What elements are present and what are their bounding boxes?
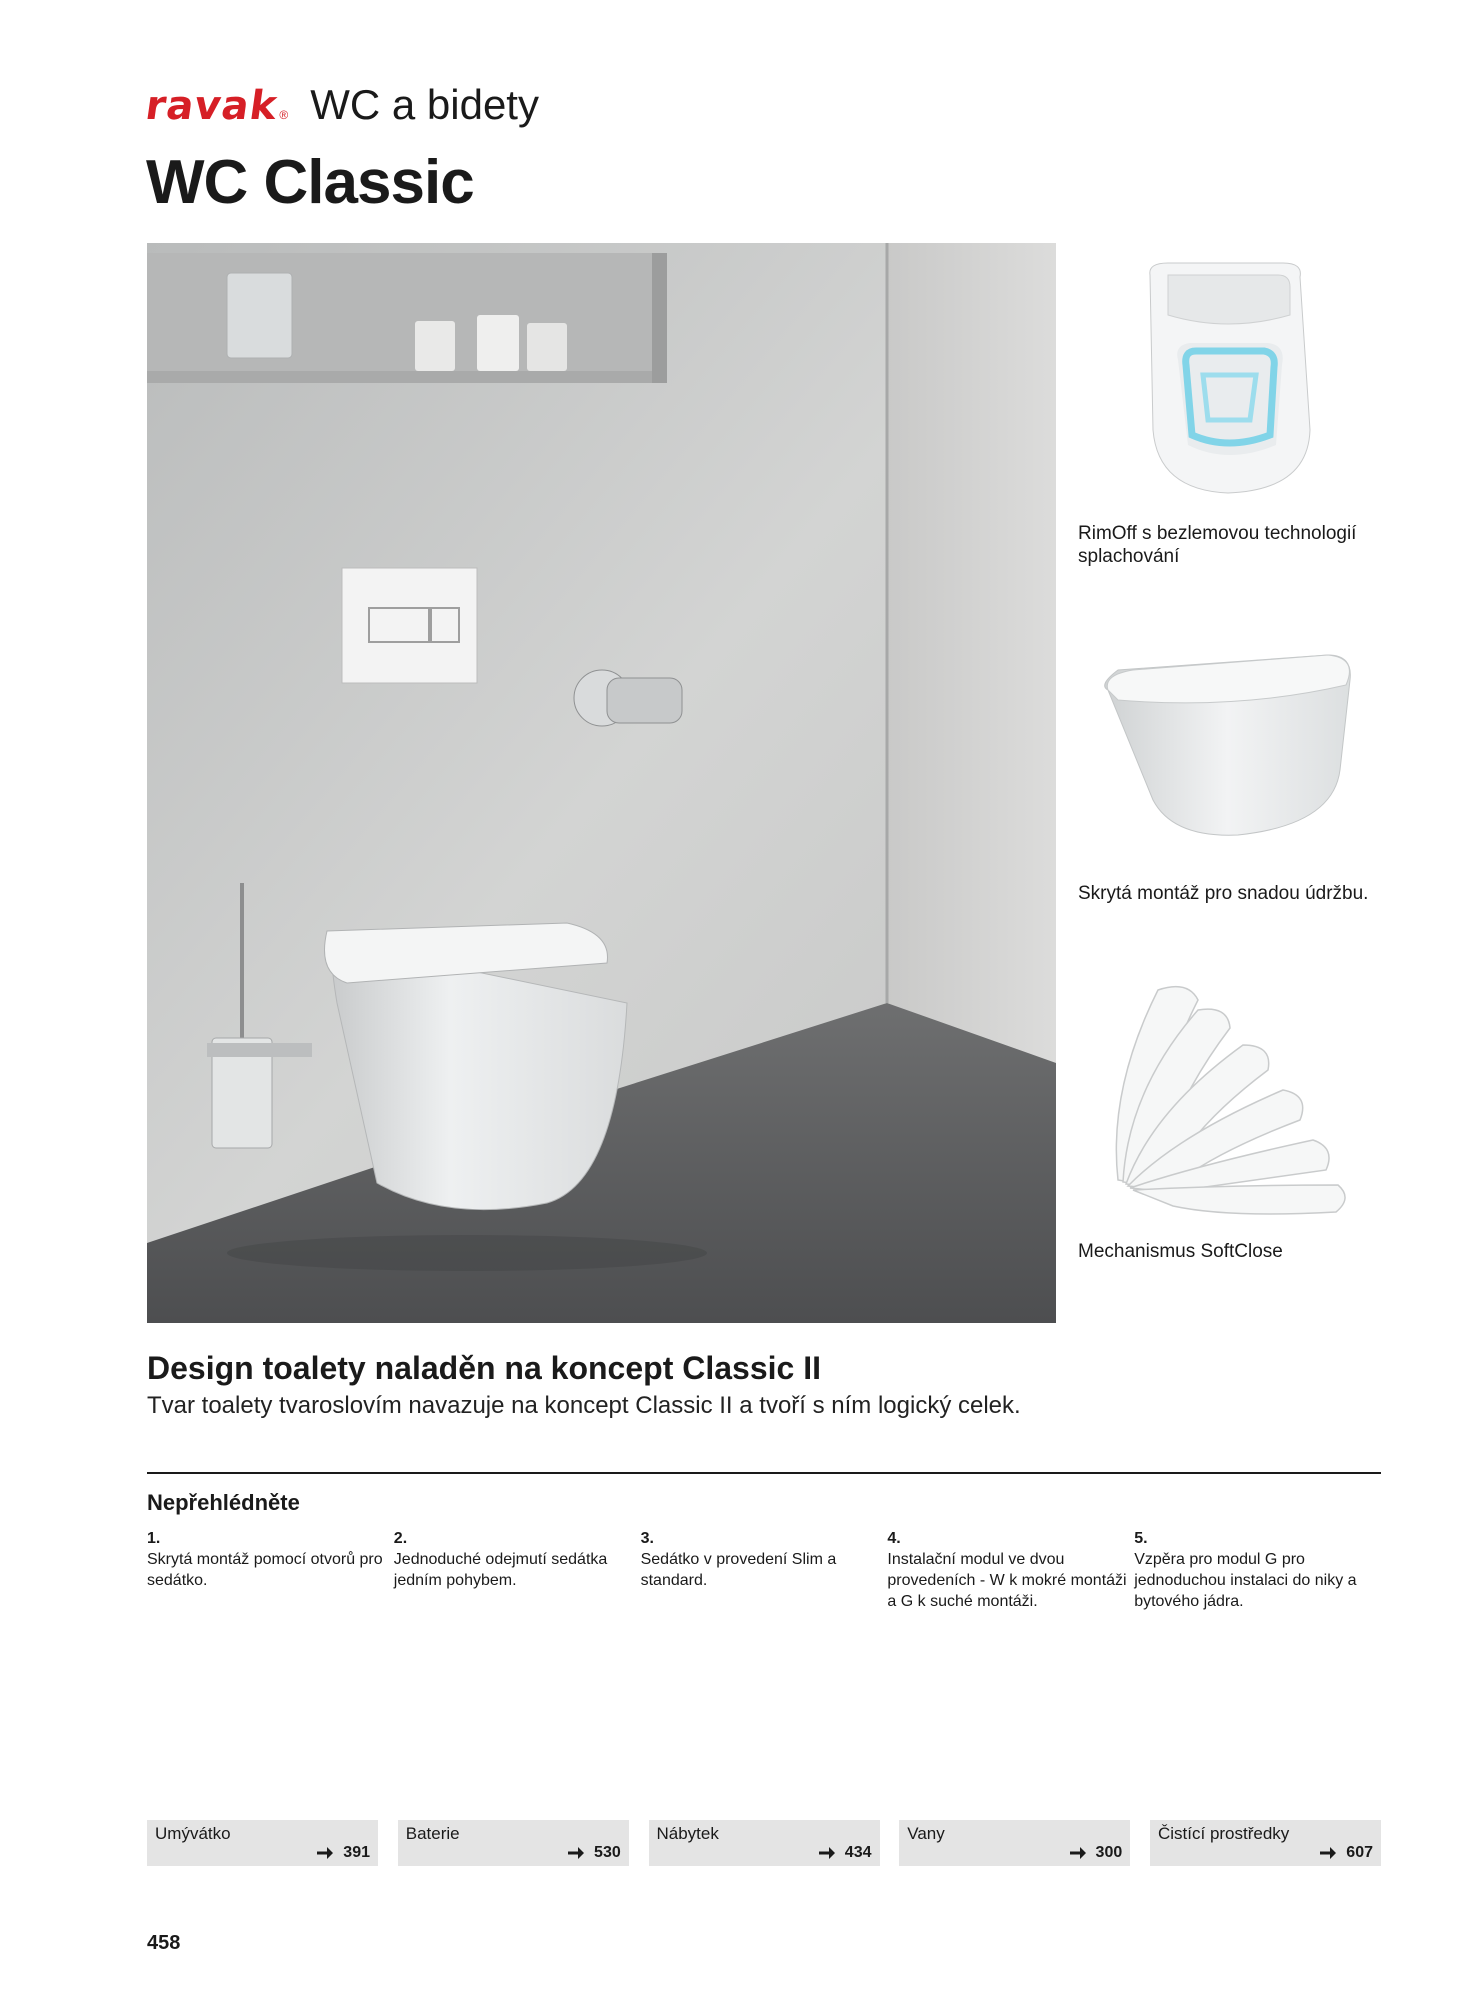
hidden-mount-toilet-image — [1078, 640, 1388, 850]
note-number: 2. — [393, 1530, 408, 1547]
feature-caption-softclose: Mechanismus SoftClose — [1078, 1241, 1283, 1262]
note-text: Sedátko v provedení Slim a standard. — [640, 1551, 837, 1589]
feature-caption-rimoff: RimOff s bezlemovou technologií splachování — [1078, 523, 1357, 567]
note-text: Skrytá montáž pomocí otvorů pro sedátko. — [147, 1551, 383, 1589]
note-number: 3. — [640, 1530, 654, 1547]
arrow-right-icon — [1320, 1846, 1336, 1860]
ref-cistici-prostredky[interactable] — [1150, 1820, 1381, 1866]
divider-rule — [147, 1472, 1381, 1474]
feature-caption-hidden-mount: Skrytá montáž pro snadou údržbu. — [1078, 883, 1369, 904]
ref-baterie[interactable] — [398, 1820, 629, 1866]
arrow-right-icon — [568, 1846, 584, 1860]
note-number: 1. — [147, 1530, 161, 1547]
note-text: Vzpěra pro modul G pro jednoduchou instalaci do niky a bytového jádra. — [1134, 1551, 1357, 1610]
ref-label: Nábytek — [656, 1824, 719, 1843]
note-item — [641, 1528, 888, 1612]
ref-page: 391 — [343, 1844, 370, 1861]
ref-umyvatko[interactable] — [147, 1820, 378, 1866]
note-text: Jednoduché odejmutí sedátka jedním pohybem. — [393, 1551, 608, 1589]
rimoff-bowl-image — [1078, 255, 1388, 495]
cross-references — [147, 1820, 1381, 1866]
hero-bathroom-image — [147, 243, 1056, 1323]
ravak-logo: ravak — [142, 83, 281, 129]
note-item — [887, 1528, 1134, 1612]
note-item — [394, 1528, 641, 1612]
ref-label: Čistící prostředky — [1158, 1824, 1290, 1843]
page-number: 458 — [147, 1932, 181, 1954]
ref-page: 434 — [844, 1844, 872, 1861]
softclose-seat-image — [1078, 970, 1388, 1230]
design-text: Tvar toalety tvaroslovím navazuje na koncept Classic II a tvoří s ním logický celek. — [147, 1392, 1021, 1419]
ref-page: 300 — [1095, 1844, 1123, 1861]
design-heading: Design toalety naladěn na koncept Classic II — [147, 1350, 821, 1386]
note-item — [147, 1528, 394, 1612]
ref-nabytek[interactable] — [649, 1820, 880, 1866]
registered-mark: ® — [279, 108, 289, 122]
notes-list — [147, 1528, 1381, 1612]
page-title: WC Classic — [146, 148, 474, 217]
arrow-right-icon — [1070, 1846, 1086, 1860]
notes-heading: Nepřehlédněte — [147, 1490, 300, 1515]
ref-vany[interactable] — [899, 1820, 1130, 1866]
section-title: WC a bidety — [310, 81, 539, 128]
arrow-right-icon — [317, 1846, 333, 1860]
header-brand — [142, 81, 539, 129]
ref-label: Baterie — [405, 1824, 460, 1843]
ref-page: 607 — [1346, 1844, 1373, 1861]
note-text: Instalační modul ve dvou provedeních - W k mokré montáži a G k suché montáži. — [887, 1551, 1127, 1610]
note-item — [1134, 1528, 1381, 1612]
ref-label: Vany — [907, 1824, 945, 1843]
ref-label: Umývátko — [155, 1824, 231, 1843]
arrow-right-icon — [819, 1846, 835, 1860]
ref-page: 530 — [594, 1844, 621, 1861]
note-number: 5. — [1134, 1530, 1148, 1547]
note-number: 4. — [887, 1530, 901, 1547]
